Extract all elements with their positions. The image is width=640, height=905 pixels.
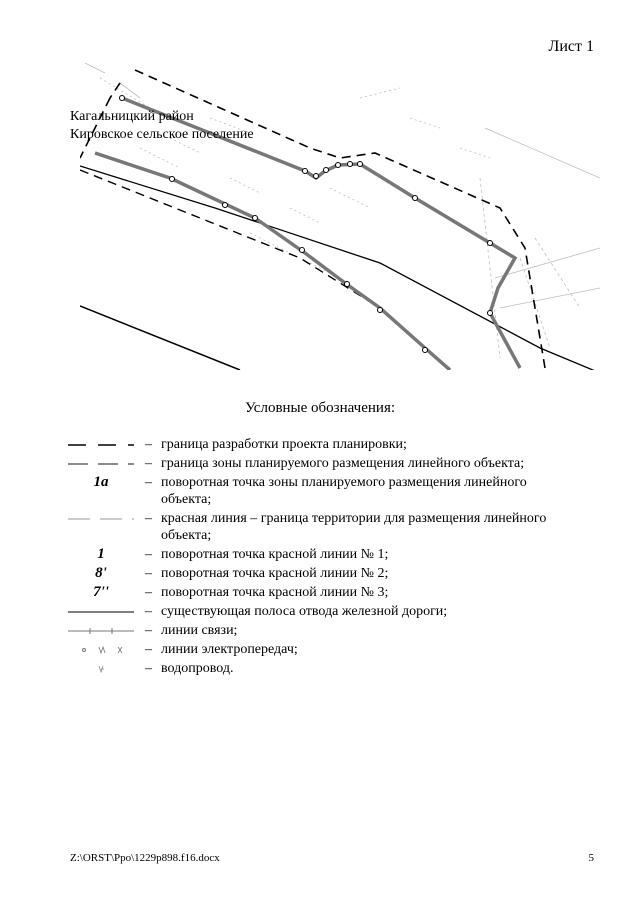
legend-text: поворотная точка красной линии № 3; [161,585,389,600]
legend-item: 1а – поворотная точка зоны планируемого размещения линейного объекта; [60,474,580,508]
legend-text: граница разработки проекта планировки; [161,437,407,452]
legend-item: – граница зоны планируемого размещения линейного объекта; [60,455,580,472]
map-caption [70,108,254,144]
legend-item: – существующая полоса отвода железной дороги; [60,603,580,620]
legend-text: водопровод. [161,661,234,676]
power-line-icon [60,641,142,658]
legend-item: 8' – поворотная точка красной линии № 2; [60,565,580,582]
map-caption-district: Кагальницкий район [70,109,194,124]
legend-symbol: 1а [93,474,109,490]
legend-item: – линии связи; [60,622,580,639]
map-caption-settlement: Кировское сельское поселение [70,127,254,142]
legend-title: Условные обозначения: [244,400,396,416]
legend-item: 1 – поворотная точка красной линии № 1; [60,546,580,563]
legend-symbol: 8' [95,565,107,581]
legend-text: поворотная точка красной линии № 1; [161,547,389,562]
legend-symbol: 7'' [93,584,109,600]
legend-text: линии электропередач; [161,642,298,657]
legend-text: граница зоны планируемого размещения линейного объекта; [161,456,525,471]
water-pipe-icon [60,660,142,677]
legend [60,436,580,679]
legend-symbol: 1 [97,546,105,562]
sheet-label: Лист 1 [548,38,594,55]
legend-text: красная линия – граница территории для размещения линейного объекта; [161,511,547,543]
legend-item: – линии электропередач; [60,641,580,658]
footer-page-number: 5 [588,852,594,864]
legend-text: линии связи; [161,623,238,638]
footer-file-path: Z:\ORST\Ppo\1229p898.f16.docx [70,852,220,864]
site-plan-map [80,58,600,370]
railway-strip-line [80,166,600,370]
legend-text: поворотная точка красной линии № 2; [161,566,389,581]
communication-line-icon [60,622,142,639]
boundary-dashed-line-icon [60,436,142,453]
legend-item: – водопровод. [60,660,580,677]
legend-text: поворотная точка зоны планируемого размещения линейного объекта; [161,475,527,507]
red-line-icon [60,510,142,527]
legend-item: 7'' – поворотная точка красной линии № 3; [60,584,580,601]
railway-strip-line-icon [60,603,142,620]
zone-boundary-line-icon [60,455,142,472]
legend-text: существующая полоса отвода железной дороги; [161,604,448,619]
railway-edge-line [80,306,240,370]
legend-item: – граница разработки проекта планировки; [60,436,580,453]
legend-item: – красная линия – граница территории для размещения линейного объекта; [60,510,580,544]
